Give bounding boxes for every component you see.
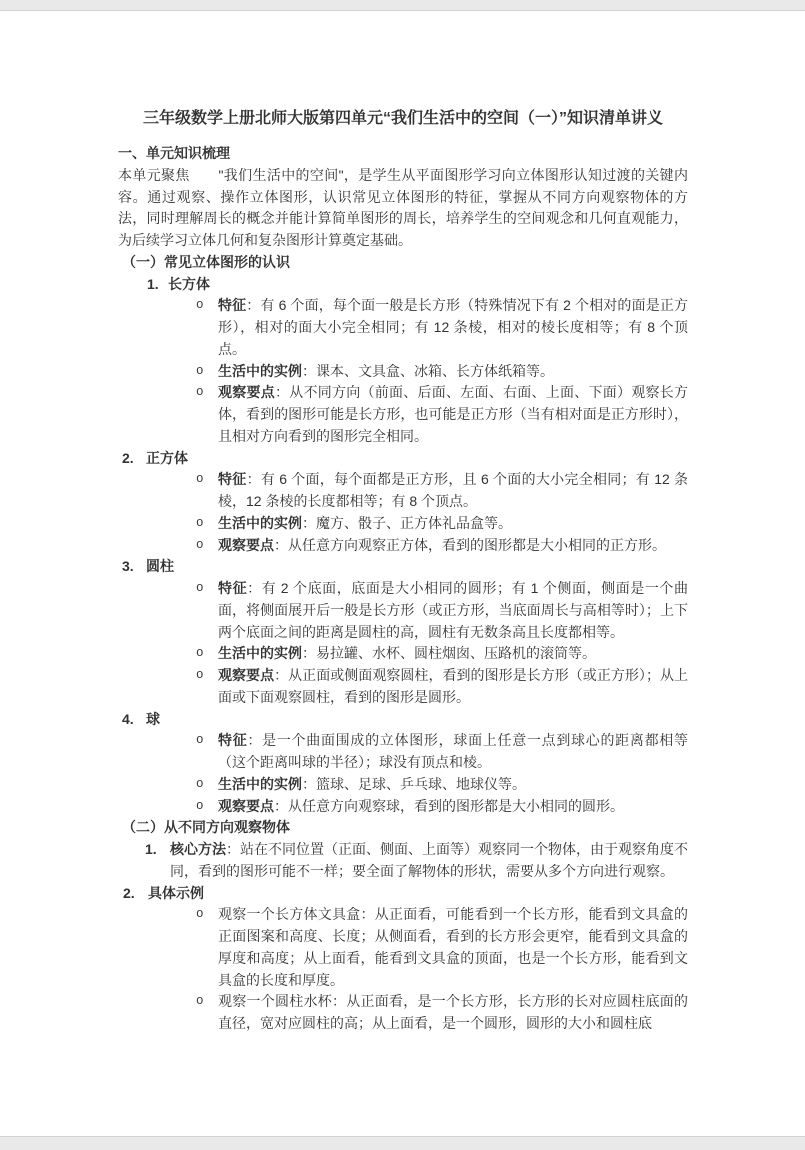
list-item-cube: [118, 448, 688, 470]
bullet-label: 生活中的实例: [218, 645, 302, 662]
item-label: 圆柱: [146, 558, 174, 575]
item-number: 1.: [147, 275, 159, 292]
bullet-marker: o: [196, 994, 204, 1009]
bullet-marker: o: [196, 537, 204, 552]
item-number: 3.: [122, 558, 134, 575]
bullet-label: 生活中的实例: [218, 775, 302, 792]
bullet-marker: o: [196, 776, 204, 791]
bullet-marker: o: [196, 733, 204, 748]
bullet-text: ：有 2 个底面，底面是大小相同的圆形；有 1 个侧面，侧面是一个曲面，将侧面展开后一般是长方形（或正方形，当底面周长与高相等时）；上下两个底面之间的距离是圆柱的高，圆柱有无数条高且长度都相等。: [218, 580, 689, 640]
bullet-text: ：课本、文具盒、冰箱、长方体纸箱等。: [302, 362, 554, 379]
bullet-marker: o: [196, 472, 204, 487]
bullet-example-cylinder-cup: [118, 991, 688, 1035]
bullet-marker: o: [196, 646, 204, 661]
bullet-example-pencil-box: [118, 904, 688, 991]
page-content: [0, 11, 805, 1035]
document-title: 三年级数学上册北师大版第四单元“我们生活中的空间（一）”知识清单讲义: [142, 110, 663, 127]
bullet-label: 观察要点: [218, 667, 275, 683]
bullet-label: 观察要点: [218, 536, 274, 553]
bullet-marker: o: [196, 298, 204, 313]
bullet-text: 观察一个长方体文具盒：从正面看，可能看到一个长方形，能看到文具盒的正面图案和高度、长度；从侧面看，看到的长方形会更窄，能看到文具盒的厚度和高度；从上面看，能看到文具盒的顶面，也是一个长方形，能看到文具盒的长度和厚度。: [218, 906, 688, 988]
bullet-cylinder-observe: [118, 665, 688, 709]
bullet-text: ：有 6 个面，每个面都是正方形，且 6 个面的大小完全相同；有 12 条棱，12 条棱的长度都相等；有 8 个顶点。: [218, 471, 688, 509]
bullet-text: ：从正面或侧面观察圆柱，看到的图形是长方形（或正方形）；从上面或下面观察圆柱，看到的图形是圆形。: [218, 667, 689, 705]
bullet-sphere-features: [118, 730, 688, 774]
item-label: 具体示例: [148, 884, 204, 901]
bullet-text: ：有 6 个面，每个面一般是长方形（特殊情况下有 2 个相对的面是正方形），相对的面大小完全相同；有 12 条棱，相对的棱长度相等；有 8 个顶点。: [218, 297, 688, 357]
bullet-cube-examples: [118, 513, 688, 535]
bullet-cube-observe: [118, 535, 688, 557]
item-number: 1.: [145, 841, 157, 857]
bullet-label: 特征: [218, 732, 248, 749]
bullet-sphere-observe: [118, 796, 688, 818]
bullet-cuboid-features: [118, 295, 688, 360]
document-page: [0, 10, 805, 1137]
unit-intro-paragraph: 本单元聚焦 "我们生活中的空间"，是学生从平面图形学习向立体图形认知过渡的关键内容。通过观察、操作立体图形，认识常见立体图形的特征，掌握从不同方向观察物体的方法，同时理解周长的概念并能计算简单图形的周长，培养学生的空间观念和几何直观能力，为后续学习立体几何和复杂图形计算奠定基础。: [118, 166, 688, 248]
item-label: 正方体: [146, 449, 188, 466]
bullet-label: 观察要点: [218, 797, 274, 814]
item-number: 4.: [122, 710, 134, 727]
bullet-marker: o: [196, 668, 204, 682]
item-label: 长方体: [168, 275, 210, 292]
bullet-text: ：是一个曲面围成的立体图形，球面上任意一点到球心的距离都相等（这个距离叫球的半径）；球没有顶点和棱。: [218, 732, 689, 770]
bullet-text: 观察一个圆柱水杯：从正面看，是一个长方形，长方形的长对应圆柱底面的直径，宽对应圆柱的高；从上面看，是一个圆形，圆形的大小和圆柱底: [218, 993, 688, 1031]
bullet-cuboid-examples: [118, 361, 688, 383]
bullet-label: 特征: [218, 471, 247, 488]
bullet-label: 特征: [218, 580, 248, 596]
part-1-heading: （一）常见立体图形的认识: [122, 253, 290, 270]
bullet-label: 观察要点: [218, 384, 275, 401]
bullet-marker: o: [196, 363, 204, 378]
bullet-sphere-examples: [118, 774, 688, 796]
list-item-cuboid: [118, 274, 688, 296]
bullet-cuboid-observe: [118, 382, 688, 447]
bullet-marker: o: [196, 385, 204, 400]
item-number: 2.: [122, 449, 134, 466]
list-item-cylinder: [118, 556, 688, 578]
item-text: ：站在不同位置（正面、侧面、上面等）观察同一个物体，由于观察角度不同，看到的图形可能不一样；要全面了解物体的形状，需要从多个方向进行观察。: [170, 841, 688, 879]
bullet-marker: o: [196, 907, 204, 922]
bullet-cylinder-examples: [118, 643, 688, 665]
list-item-concrete-examples: [118, 883, 688, 905]
bullet-text: ：从任意方向观察球，看到的图形都是大小相同的圆形。: [274, 797, 624, 814]
bullet-label: 生活中的实例: [218, 514, 302, 531]
list-item-core-method: [118, 839, 688, 883]
part-2-heading: （二）从不同方向观察物体: [122, 819, 290, 836]
item-number: 2.: [123, 884, 135, 901]
bullet-text: ：易拉罐、水杯、圆柱烟囱、压路机的滚筒等。: [302, 645, 596, 662]
bullet-text: ：从任意方向观察正方体，看到的图形都是大小相同的正方形。: [274, 536, 666, 553]
bullet-marker: o: [196, 581, 204, 595]
bullet-label: 特征: [218, 297, 247, 314]
bullet-cylinder-features: [118, 578, 688, 643]
bullet-text: ：篮球、足球、乒乓球、地球仪等。: [302, 775, 526, 792]
list-item-sphere: [118, 709, 688, 731]
bullet-marker: o: [196, 515, 204, 530]
section-1-heading: 一、单元知识梳理: [118, 145, 230, 161]
item-label: 球: [146, 710, 160, 727]
bullet-marker: o: [196, 798, 204, 813]
bullet-text: ：从不同方向（前面、后面、左面、右面、上面、下面）观察长方体，看到的图形可能是长方形，也可能是正方形（当有相对面是正方形时），且相对方向看到的图形完全相同。: [218, 384, 688, 444]
bullet-text: ：魔方、骰子、正方体礼品盒等。: [302, 514, 512, 531]
bullet-label: 生活中的实例: [218, 362, 302, 379]
bullet-cube-features: [118, 469, 688, 513]
item-label: 核心方法: [170, 841, 226, 857]
